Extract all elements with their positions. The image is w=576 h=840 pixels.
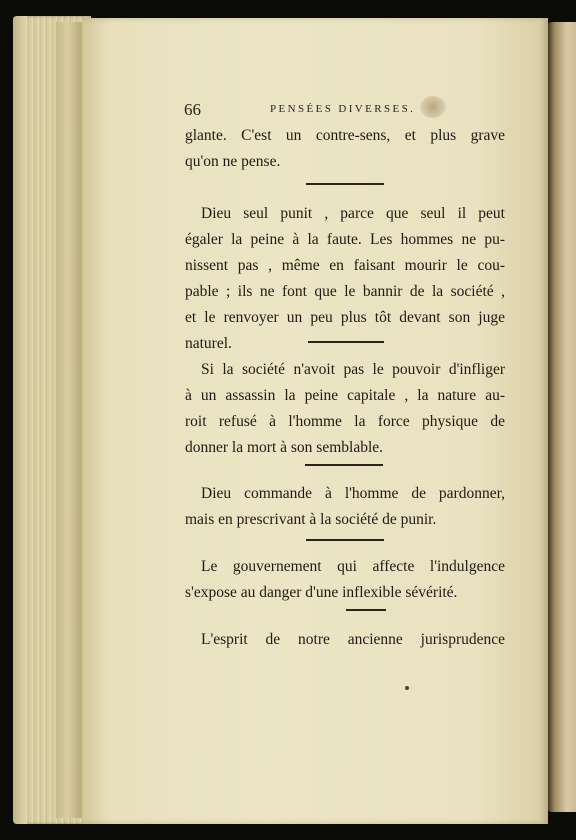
page-number: 66 [184,100,201,119]
text-line: Si la société n'avoit pas le pouvoir d'infliger [201,361,505,378]
book-gutter [56,22,84,818]
paragraph [185,201,505,357]
paragraph [185,123,505,175]
ink-dot [405,686,409,690]
text-line: Dieu commande à l'homme de pardonner, [201,485,505,502]
paragraph [185,481,505,533]
text-line: naturel. [185,335,232,352]
text-line: Le gouvernement qui affecte l'indulgence [201,558,505,575]
text-line: s'expose au danger d'une inflexible sévérité. [185,584,458,601]
header-title: PENSÉES DIVERSES. [270,103,416,115]
section-rule [306,539,384,541]
section-rule [346,609,386,611]
text-line: glante. C'est un contre-sens, et plus grave [185,127,505,144]
text-line: Dieu seul punit , parce que seul il peut [201,205,505,222]
page-stack-edge [13,16,27,824]
text-line: et le renvoyer un peu plus tôt devant son juge [185,309,505,326]
section-rule [308,341,384,343]
text-line: mais en prescrivant à la société de punir. [185,511,437,528]
text-line: à un assassin la peine capitale , la nature au- [185,387,505,404]
section-rule [305,464,383,466]
paragraph [185,627,505,653]
section-rule [306,183,384,185]
text-line: donner la mort à son semblable. [185,439,384,456]
text-line: qu'on ne pense. [185,153,281,170]
text-line: L'esprit de notre ancienne jurisprudence [201,631,505,648]
text-line: roit refusé à l'homme la force physique de [185,413,505,430]
paragraph [185,554,505,606]
running-head [184,100,504,122]
paragraph [185,357,505,461]
text-line: égaler la peine à la faute. Les hommes ne pu- [185,231,505,248]
text-line: pable ; ils ne font que le bannir de la société , [185,283,505,300]
next-page-edge [546,22,576,812]
text-line: nissent pas , même en faisant mourir le cou- [185,257,505,274]
